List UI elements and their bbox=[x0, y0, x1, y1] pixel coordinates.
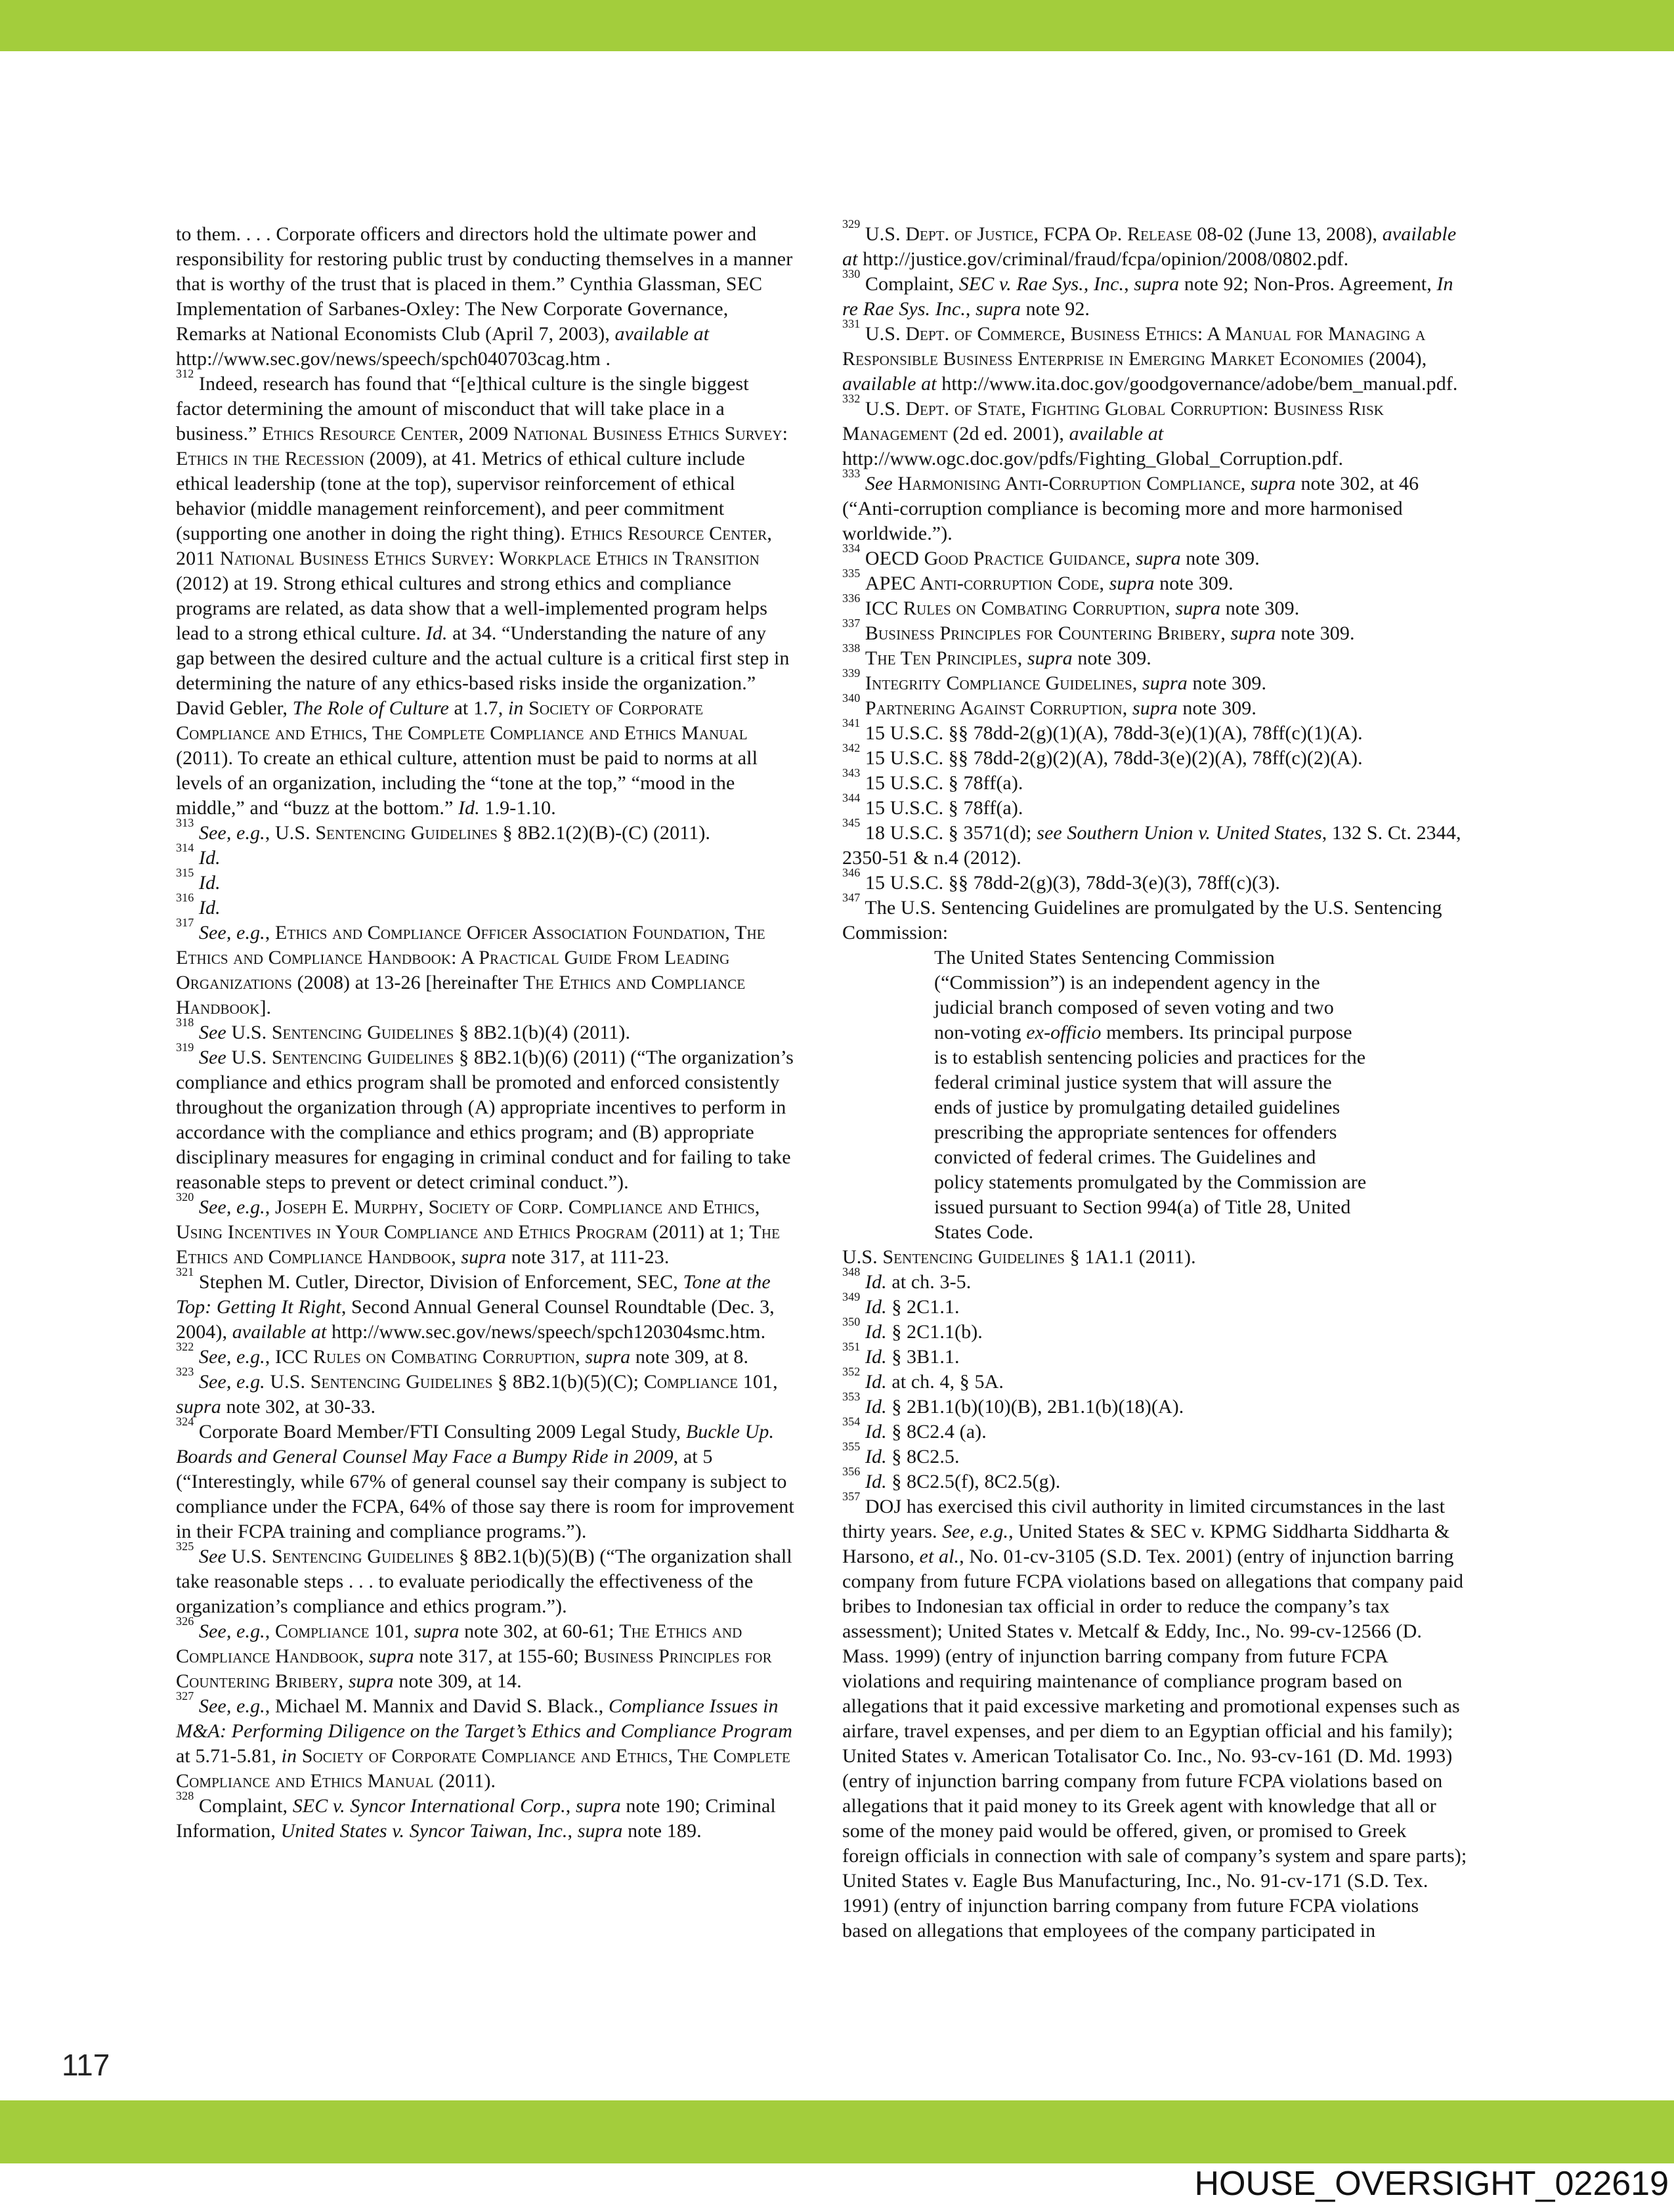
footnote-number: 322 bbox=[176, 1339, 194, 1353]
footnote-number: 323 bbox=[176, 1364, 194, 1378]
footnote-number: 353 bbox=[842, 1389, 861, 1403]
footnote-number: 320 bbox=[176, 1190, 194, 1204]
footnote-number: 329 bbox=[842, 217, 861, 230]
footnote-344: $^{344}$ 15 U.S.C. § 78ff(a). bbox=[842, 791, 1023, 819]
footnote-331: $^{331}$ U.S. Dept. of Commerce, Business Ethics: A Manual for Managing a Responsible Business Enterprise in Emerging Market Economies (2004), available at http://www.ita.doc.gov/goodgovernance/adobe/bem_manual.pdf. bbox=[842, 316, 1458, 395]
footnote-number: 318 bbox=[176, 1015, 194, 1029]
page-number: 117 bbox=[62, 2048, 110, 2082]
footnote-345: $^{345}$ 18 U.S.C. § 3571(d); see Southern Union v. United States, 132 S. Ct. 2344, 2350-51 & n.4 (2012). bbox=[842, 815, 1461, 869]
footnote-323: $^{323}$ See, e.g. U.S. Sentencing Guidelines § 8B2.1(b)(5)(C); Compliance 101, supra note 302, at 30-33. bbox=[176, 1364, 778, 1418]
footnote-number: 336 bbox=[842, 591, 861, 605]
footnote-338: $^{338}$ The Ten Principles, supra note 309. bbox=[842, 641, 1151, 669]
footnote-number: 338 bbox=[842, 641, 861, 655]
footnote-357: $^{357}$ DOJ has exercised this civil authority in limited circumstances in the last thirty years. See, e.g., United States & SEC v. KPMG Siddharta Siddharta & Harsono, et al., No. 01-cv-3105 (S.D. Tex. 2001) (entry of injunction barring company from future FCPA violations based on allegations that company paid bribes to Indonesian tax official in order to reduce the company’s tax assessment); United States v. Metcalf & Eddy, Inc., No. 99-cv-12566 (D. Mass. 1999) (entry of injunction barring company from future FCPA violations and requiring maintenance of compliance program based on allegations that it paid excessive marketing and promotional expenses such as airfare, travel expenses, and per diem to an Egyptian official and his family); United States v. American Totalisator Co. Inc., No. 93-cv-161 (D. Md. 1993) (entry of injunction barring company from future FCPA violations based on allegations that it paid money to its Greek agent with knowledge that all or some of the money paid would be offered, given, or promised to Greek foreign officials in connection with sale of company’s system and spare parts); United States v. Eagle Bus Manufacturing, Inc., No. 91-cv-171 (S.D. Tex. 1991) (entry of injunction barring company from future FCPA violations based on allegations that employees of the company participated in bbox=[842, 1489, 1467, 1941]
top-accent-bar bbox=[0, 0, 1674, 51]
footnote-316: $^{316}$ Id. bbox=[176, 890, 221, 919]
footnote-312: $^{312}$ Indeed, research has found that “[e]thical culture is the single biggest factor determining the amount of misconduct that will take place in a business.” Ethics Resource Center, 2009 National Business Ethics Survey: Ethics in the Recession (2009), at 41. Metrics of ethical culture include ethical leadership (tone at the top), supervisor reinforcement of ethical behavior (middle management reinforcement), and peer commitment (supporting one another in doing the right thing). Ethics Resource Center, 2011 National Business Ethics Survey: Workplace Ethics in Transition (2012) at 19. Strong ethical cultures and strong ethics and compliance programs are related, as data show that a well-implemented program helps lead to a strong ethical culture. Id. at 34. “Understanding the nature of any gap between the desired culture and the actual culture is a critical first step in determining the nature of any ethics-based risks inside the organization.” David Gebler, The Role of Culture at 1.7, in Society of Corporate Compliance and Ethics, The Complete Compliance and Ethics Manual (2011). To create an ethical culture, attention must be paid to norms at all levels of an organization, including the “tone at the top,” “mood in the middle,” and “buzz at the bottom.” Id. 1.9-1.10. bbox=[176, 366, 790, 819]
footnote-349: $^{349}$ Id. § 2C1.1. bbox=[842, 1290, 960, 1318]
footnote-number: 351 bbox=[842, 1339, 861, 1353]
footnote-number: 319 bbox=[176, 1040, 194, 1054]
footnote-number: 352 bbox=[842, 1364, 861, 1378]
footnote-327: $^{327}$ See, e.g., Michael M. Mannix and David S. Black., Compliance Issues in M&A: Performing Diligence on the Target’s Ethics and Compliance Program at 5.71-5.81, in Society of Corporate Compliance and Ethics, The Complete Compliance and Ethics Manual (2011). bbox=[176, 1689, 792, 1792]
footnote-324: $^{324}$ Corporate Board Member/FTI Consulting 2009 Legal Study, Buckle Up. Boards and General Counsel May Face a Bumpy Ride in 2009, at 5 (“Interestingly, while 67% of general counsel say their company is subject to compliance under the FCPA, 64% of those say there is room for improvement in their FCPA training and compliance programs.”). bbox=[176, 1414, 794, 1542]
footnote-number: 316 bbox=[176, 890, 194, 904]
footnote-339: $^{339}$ Integrity Compliance Guidelines, supra note 309. bbox=[842, 666, 1267, 694]
footnote-313: $^{313}$ See, e.g., U.S. Sentencing Guidelines § 8B2.1(2)(B)-(C) (2011). bbox=[176, 815, 711, 844]
footnote-number: 341 bbox=[842, 716, 861, 729]
footnote-314: $^{314}$ Id. bbox=[176, 840, 221, 869]
footnote-number: 334 bbox=[842, 541, 861, 555]
footnote-350: $^{350}$ Id. § 2C1.1(b). bbox=[842, 1314, 983, 1343]
footnote-356: $^{356}$ Id. § 8C2.5(f), 8C2.5(g). bbox=[842, 1464, 1061, 1492]
footnote-blockquote: The United States Sentencing Commission (“Commission”) is an independent agency in the judicial branch composed of seven voting and two non-voting ex-officio members. Its principal purpose is to establish sentencing policies and practices for the federal criminal justice system that will assure the ends of justice by promulgating detailed guidelines prescribing the appropriate sentences for offenders convicted of federal crimes. The Guidelines and policy statements promulgated by the Commission are issued pursuant to Section 994(a) of Title 28, United States Code. bbox=[934, 947, 1367, 1243]
footnote-319: $^{319}$ See U.S. Sentencing Guidelines § 8B2.1(b)(6) (2011) (“The organization’s compliance and ethics program shall be promoted and enforced consistently throughout the organization through (A) appropriate incentives to perform in accordance with the compliance and ethics program; and (B) appropriate disciplinary measures for engaging in criminal conduct and for failing to take reasonable steps to prevent or detect criminal conduct.”). bbox=[176, 1040, 794, 1193]
footnote-number: 315 bbox=[176, 865, 194, 879]
footnote-330: $^{330}$ Complaint, SEC v. Rae Sys., Inc., supra note 92; Non-Pros. Agreement, In re Rae Sys. Inc., supra note 92. bbox=[842, 267, 1453, 320]
footnote-337: $^{337}$ Business Principles for Countering Bribery, supra note 309. bbox=[842, 616, 1355, 644]
footnote-321: $^{321}$ Stephen M. Cutler, Director, Division of Enforcement, SEC, Tone at the Top: Getting It Right, Second Annual General Counsel Roundtable (Dec. 3, 2004), available at http://www.sec.gov/news/speech/spch120304smc.htm. bbox=[176, 1265, 775, 1343]
footnote-347: $^{347}$ The U.S. Sentencing Guidelines are promulgated by the U.S. Sentencing Commission: bbox=[842, 890, 1442, 943]
footnote-number: 355 bbox=[842, 1439, 861, 1453]
footnote-number: 340 bbox=[842, 691, 861, 705]
footnote-number: 328 bbox=[176, 1789, 194, 1802]
footnote-number: 344 bbox=[842, 791, 861, 804]
footnote-number: 348 bbox=[842, 1265, 861, 1278]
footnote-number: 349 bbox=[842, 1290, 861, 1303]
footnote-317: $^{317}$ See, e.g., Ethics and Compliance Officer Association Foundation, The Ethics and Compliance Handbook: A Practical Guide From Leading Organizations (2008) at 13-26 [hereinafter The Ethics and Compliance Handbook]. bbox=[176, 915, 765, 1018]
footnote-343: $^{343}$ 15 U.S.C. § 78ff(a). bbox=[842, 766, 1023, 794]
footnotes-column-right bbox=[842, 217, 1467, 1943]
footnote-351: $^{351}$ Id. § 3B1.1. bbox=[842, 1339, 960, 1368]
footnote-number: 321 bbox=[176, 1265, 194, 1278]
footnote-number: 335 bbox=[842, 566, 861, 580]
footnote-text: to them. . . . Corporate officers and directors hold the ultimate power and responsibility for restoring public trust by conducting themselves in a manner that is worthy of the trust that is placed in them.” Cynthia Glassman, SEC Implementation of Sarbanes-Oxley: The New Corporate Governance, Remarks at National Economists Club (April 7, 2003), available at http://www.sec.gov/news/speech/spch040703cag.htm . bbox=[176, 223, 793, 370]
footnote-352: $^{352}$ Id. at ch. 4, § 5A. bbox=[842, 1364, 1004, 1393]
footnote-353: $^{353}$ Id. § 2B1.1(b)(10)(B), 2B1.1(b)(18)(A). bbox=[842, 1389, 1184, 1418]
footnote-number: 342 bbox=[842, 741, 861, 754]
footnote-333: $^{333}$ See Harmonising Anti-Corruption Compliance, supra note 302, at 46 (“Anti-corruption compliance is becoming more and more harmonised worldwide.”). bbox=[842, 466, 1419, 544]
footnote-348: $^{348}$ Id. at ch. 3-5. bbox=[842, 1265, 972, 1293]
footnote-342: $^{342}$ 15 U.S.C. §§ 78dd-2(g)(2)(A), 78dd-3(e)(2)(A), 78ff(c)(2)(A). bbox=[842, 741, 1363, 769]
footnote-number: 330 bbox=[842, 267, 861, 280]
footnote-number: 314 bbox=[176, 840, 194, 854]
footnote-number: 317 bbox=[176, 915, 194, 929]
bottom-accent-bar bbox=[0, 2100, 1674, 2163]
footnote-number: 343 bbox=[842, 766, 861, 779]
footnote-336: $^{336}$ ICC Rules on Combating Corruption, supra note 309. bbox=[842, 591, 1300, 619]
footnote-number: 345 bbox=[842, 815, 861, 829]
footnote-number: 354 bbox=[842, 1414, 861, 1428]
footnote-text: U.S. Sentencing Guidelines § 1A1.1 (2011). bbox=[842, 1246, 1196, 1268]
footnote-325: $^{325}$ See U.S. Sentencing Guidelines § 8B2.1(b)(5)(B) (“The organization shall take reasonable steps . . . to evaluate periodically the effectiveness of the organization’s compliance and ethics program.”). bbox=[176, 1539, 792, 1617]
footnote-number: 327 bbox=[176, 1689, 194, 1702]
footnote-number: 337 bbox=[842, 616, 861, 630]
footnote-315: $^{315}$ Id. bbox=[176, 865, 221, 894]
footnote-number: 312 bbox=[176, 366, 194, 380]
footnote-number: 325 bbox=[176, 1539, 194, 1553]
footnote-number: 331 bbox=[842, 316, 861, 330]
footnote-number: 332 bbox=[842, 391, 861, 405]
footnote-number: 350 bbox=[842, 1314, 861, 1328]
footnote-355: $^{355}$ Id. § 8C2.5. bbox=[842, 1439, 960, 1467]
footnote-number: 356 bbox=[842, 1464, 861, 1478]
footnote-320: $^{320}$ See, e.g., Joseph E. Murphy, Society of Corp. Compliance and Ethics, Using Incentives in Your Compliance and Ethics Program (2011) at 1; The Ethics and Compliance Handbook, supra note 317, at 111-23. bbox=[176, 1190, 781, 1268]
footnote-318: $^{318}$ See U.S. Sentencing Guidelines § 8B2.1(b)(4) (2011). bbox=[176, 1015, 631, 1043]
footnote-329: $^{329}$ U.S. Dept. of Justice, FCPA Op. Release 08-02 (June 13, 2008), available at http://justice.gov/criminal/fraud/fcpa/opinion/2008/0802.pdf. bbox=[842, 217, 1457, 270]
footnote-334: $^{334}$ OECD Good Practice Guidance, supra note 309. bbox=[842, 541, 1260, 569]
footnote-number: 324 bbox=[176, 1414, 194, 1428]
footnote-326: $^{326}$ See, e.g., Compliance 101, supra note 302, at 60-61; The Ethics and Compliance Handbook, supra note 317, at 155-60; Business Principles for Countering Bribery, supra note 309, at 14. bbox=[176, 1614, 772, 1692]
footnote-number: 313 bbox=[176, 815, 194, 829]
footnote-328: $^{328}$ Complaint, SEC v. Syncor International Corp., supra note 190; Criminal Information, United States v. Syncor Taiwan, Inc., supra note 189. bbox=[176, 1789, 776, 1842]
footnote-341: $^{341}$ 15 U.S.C. §§ 78dd-2(g)(1)(A), 78dd-3(e)(1)(A), 78ff(c)(1)(A). bbox=[842, 716, 1363, 744]
footnote-354: $^{354}$ Id. § 8C2.4 (a). bbox=[842, 1414, 987, 1442]
footnote-332: $^{332}$ U.S. Dept. of State, Fighting Global Corruption: Business Risk Management (2d ed. 2001), available at http://www.ogc.doc.gov/pdfs/Fighting_Global_Corruption.pdf. bbox=[842, 391, 1384, 469]
footnote-346: $^{346}$ 15 U.S.C. §§ 78dd-2(g)(3), 78dd-3(e)(3), 78ff(c)(3). bbox=[842, 865, 1280, 894]
footnote-322: $^{322}$ See, e.g., ICC Rules on Combating Corruption, supra note 309, at 8. bbox=[176, 1339, 749, 1368]
footnote-number: 326 bbox=[176, 1614, 194, 1628]
footnote-number: 339 bbox=[842, 666, 861, 680]
footnote-number: 346 bbox=[842, 865, 861, 879]
bates-stamp: HOUSE_OVERSIGHT_022619 bbox=[1194, 2165, 1669, 2203]
footnote-number: 347 bbox=[842, 890, 861, 904]
footnotes-column-left bbox=[176, 222, 798, 1844]
footnote-number: 357 bbox=[842, 1489, 861, 1503]
footnote-335: $^{335}$ APEC Anti-corruption Code, supra note 309. bbox=[842, 566, 1234, 594]
footnote-340: $^{340}$ Partnering Against Corruption, supra note 309. bbox=[842, 691, 1256, 719]
footnote-number: 333 bbox=[842, 466, 861, 480]
